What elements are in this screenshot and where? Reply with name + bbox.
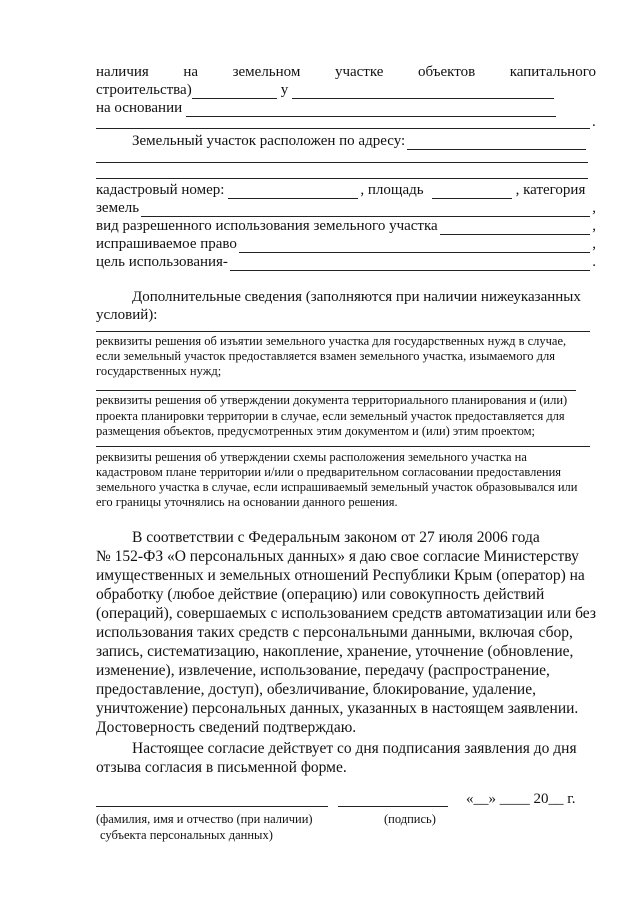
blank-line[interactable] xyxy=(96,178,588,179)
text-line: В соответствии с Федеральным законом от 27 июля 2006 года xyxy=(132,529,540,546)
caption: (фамилия, имя и отчество (при наличии) xyxy=(96,812,313,826)
blank-field[interactable] xyxy=(230,257,590,271)
text-line: № 152-ФЗ «О персональных данных» я даю свое согласие Министерству xyxy=(96,548,579,565)
signature-line[interactable] xyxy=(338,806,448,807)
blank-line[interactable] xyxy=(96,446,590,447)
word: на xyxy=(183,64,199,80)
label: кадастровый номер: xyxy=(96,182,225,198)
blank-field[interactable] xyxy=(239,239,590,253)
text-line: если земельный участок предоставляется взамен земельного участка, изымаемого для xyxy=(96,349,555,363)
text-line: изменение), извлечение, использование, передачу (распространение, xyxy=(96,662,550,679)
text-line: земельного участка в случае, если испрашиваемый земельный участок образовывался или xyxy=(96,480,578,494)
text-line xyxy=(96,99,596,117)
text-line: размещения объектов, предусмотренных этим документом и (или) этим проектом; xyxy=(96,424,535,438)
caption: (подпись) xyxy=(384,812,436,826)
blank-field[interactable] xyxy=(407,136,586,150)
text-line: уничтожение) персональных данных, указанных в настоящем заявлении. xyxy=(96,700,579,717)
punct: . xyxy=(592,254,596,270)
label: цель использования- xyxy=(96,254,228,270)
blank-field[interactable] xyxy=(292,85,554,99)
word: капитального xyxy=(509,64,596,80)
label: Земельный участок расположен по адресу: xyxy=(132,133,406,149)
text-line: реквизиты решения об утверждении схемы расположения земельного участка на xyxy=(96,450,527,464)
label: испрашиваемое право xyxy=(96,236,237,252)
blank-field[interactable] xyxy=(141,203,590,217)
date-field[interactable]: «__» ____ 20__ г. xyxy=(466,791,576,807)
text-line xyxy=(96,181,596,199)
word: наличия xyxy=(96,64,149,80)
text-line: использования таких средств с персональными данными, включая сбор, xyxy=(96,624,573,641)
label: , категория xyxy=(515,182,586,198)
blank-line[interactable] xyxy=(96,331,590,332)
blank-field[interactable] xyxy=(440,221,591,235)
blank-line[interactable] xyxy=(96,162,588,163)
text-line: реквизиты решения об утверждении документа территориального планирования и (или) xyxy=(96,393,568,407)
word: объектов xyxy=(417,64,476,80)
label: на основании xyxy=(96,100,183,116)
label: , площадь xyxy=(360,182,424,198)
text-line: имущественных и земельных отношений Республики Крым (оператор) на xyxy=(96,567,585,584)
word: земельном xyxy=(232,64,301,80)
blank-field[interactable] xyxy=(192,85,277,99)
text-line: (операций), совершаемых с использованием средств автоматизации или без xyxy=(96,605,597,622)
text-line xyxy=(96,199,596,217)
text-line: проекта планировки территории в случае, если земельный участок предоставляется для xyxy=(96,409,565,423)
punct: . xyxy=(592,114,596,130)
blank-field[interactable] xyxy=(186,103,556,117)
text-line xyxy=(96,81,596,99)
text-line: Дополнительные сведения (заполняются при наличии нижеуказанных xyxy=(132,289,581,305)
text-line: Настоящее согласие действует со дня подписания заявления до дня xyxy=(132,740,577,757)
punct: , xyxy=(592,200,596,216)
label: земель xyxy=(96,200,140,216)
text-line: обработку (любое действие (операцию) или совокупность действий xyxy=(96,586,545,603)
fio-signature-line[interactable] xyxy=(96,806,328,807)
blank-line[interactable] xyxy=(96,390,576,391)
text-line: кадастровом плане территории и/или о предварительном согласовании предоставления xyxy=(96,465,562,479)
text-line: государственных нужд; xyxy=(96,364,222,378)
caption: субъекта персональных данных) xyxy=(100,828,273,842)
text-line: условий): xyxy=(96,307,158,323)
text-line: предоставление, доступ), обезличивание, блокирование, удаление, xyxy=(96,681,536,698)
label: вид разрешенного использования земельного участка xyxy=(96,218,438,234)
text-line: его границы уточнялись на основании данного решения. xyxy=(96,495,398,509)
text-line: Достоверность сведений подтверждаю. xyxy=(96,719,357,736)
punct: , xyxy=(592,218,596,234)
text-line: реквизиты решения об изъятии земельного участка для государственных нужд в случае, xyxy=(96,334,567,348)
text-line xyxy=(96,63,596,81)
label: у xyxy=(280,82,289,98)
blank-line[interactable] xyxy=(96,128,590,129)
text-line xyxy=(96,217,596,235)
text-line xyxy=(96,235,596,253)
blank-field[interactable] xyxy=(432,185,512,199)
text-line xyxy=(96,253,596,271)
punct: , xyxy=(592,236,596,252)
word: участке xyxy=(334,64,384,80)
text-line xyxy=(132,132,588,150)
text-line: запись, систематизацию, накопление, хранение, уточнение (обновление, xyxy=(96,643,574,660)
blank-field[interactable] xyxy=(228,185,358,199)
text-line: отзыва согласия в письменной форме. xyxy=(96,759,347,776)
label: строительства) xyxy=(96,82,192,98)
